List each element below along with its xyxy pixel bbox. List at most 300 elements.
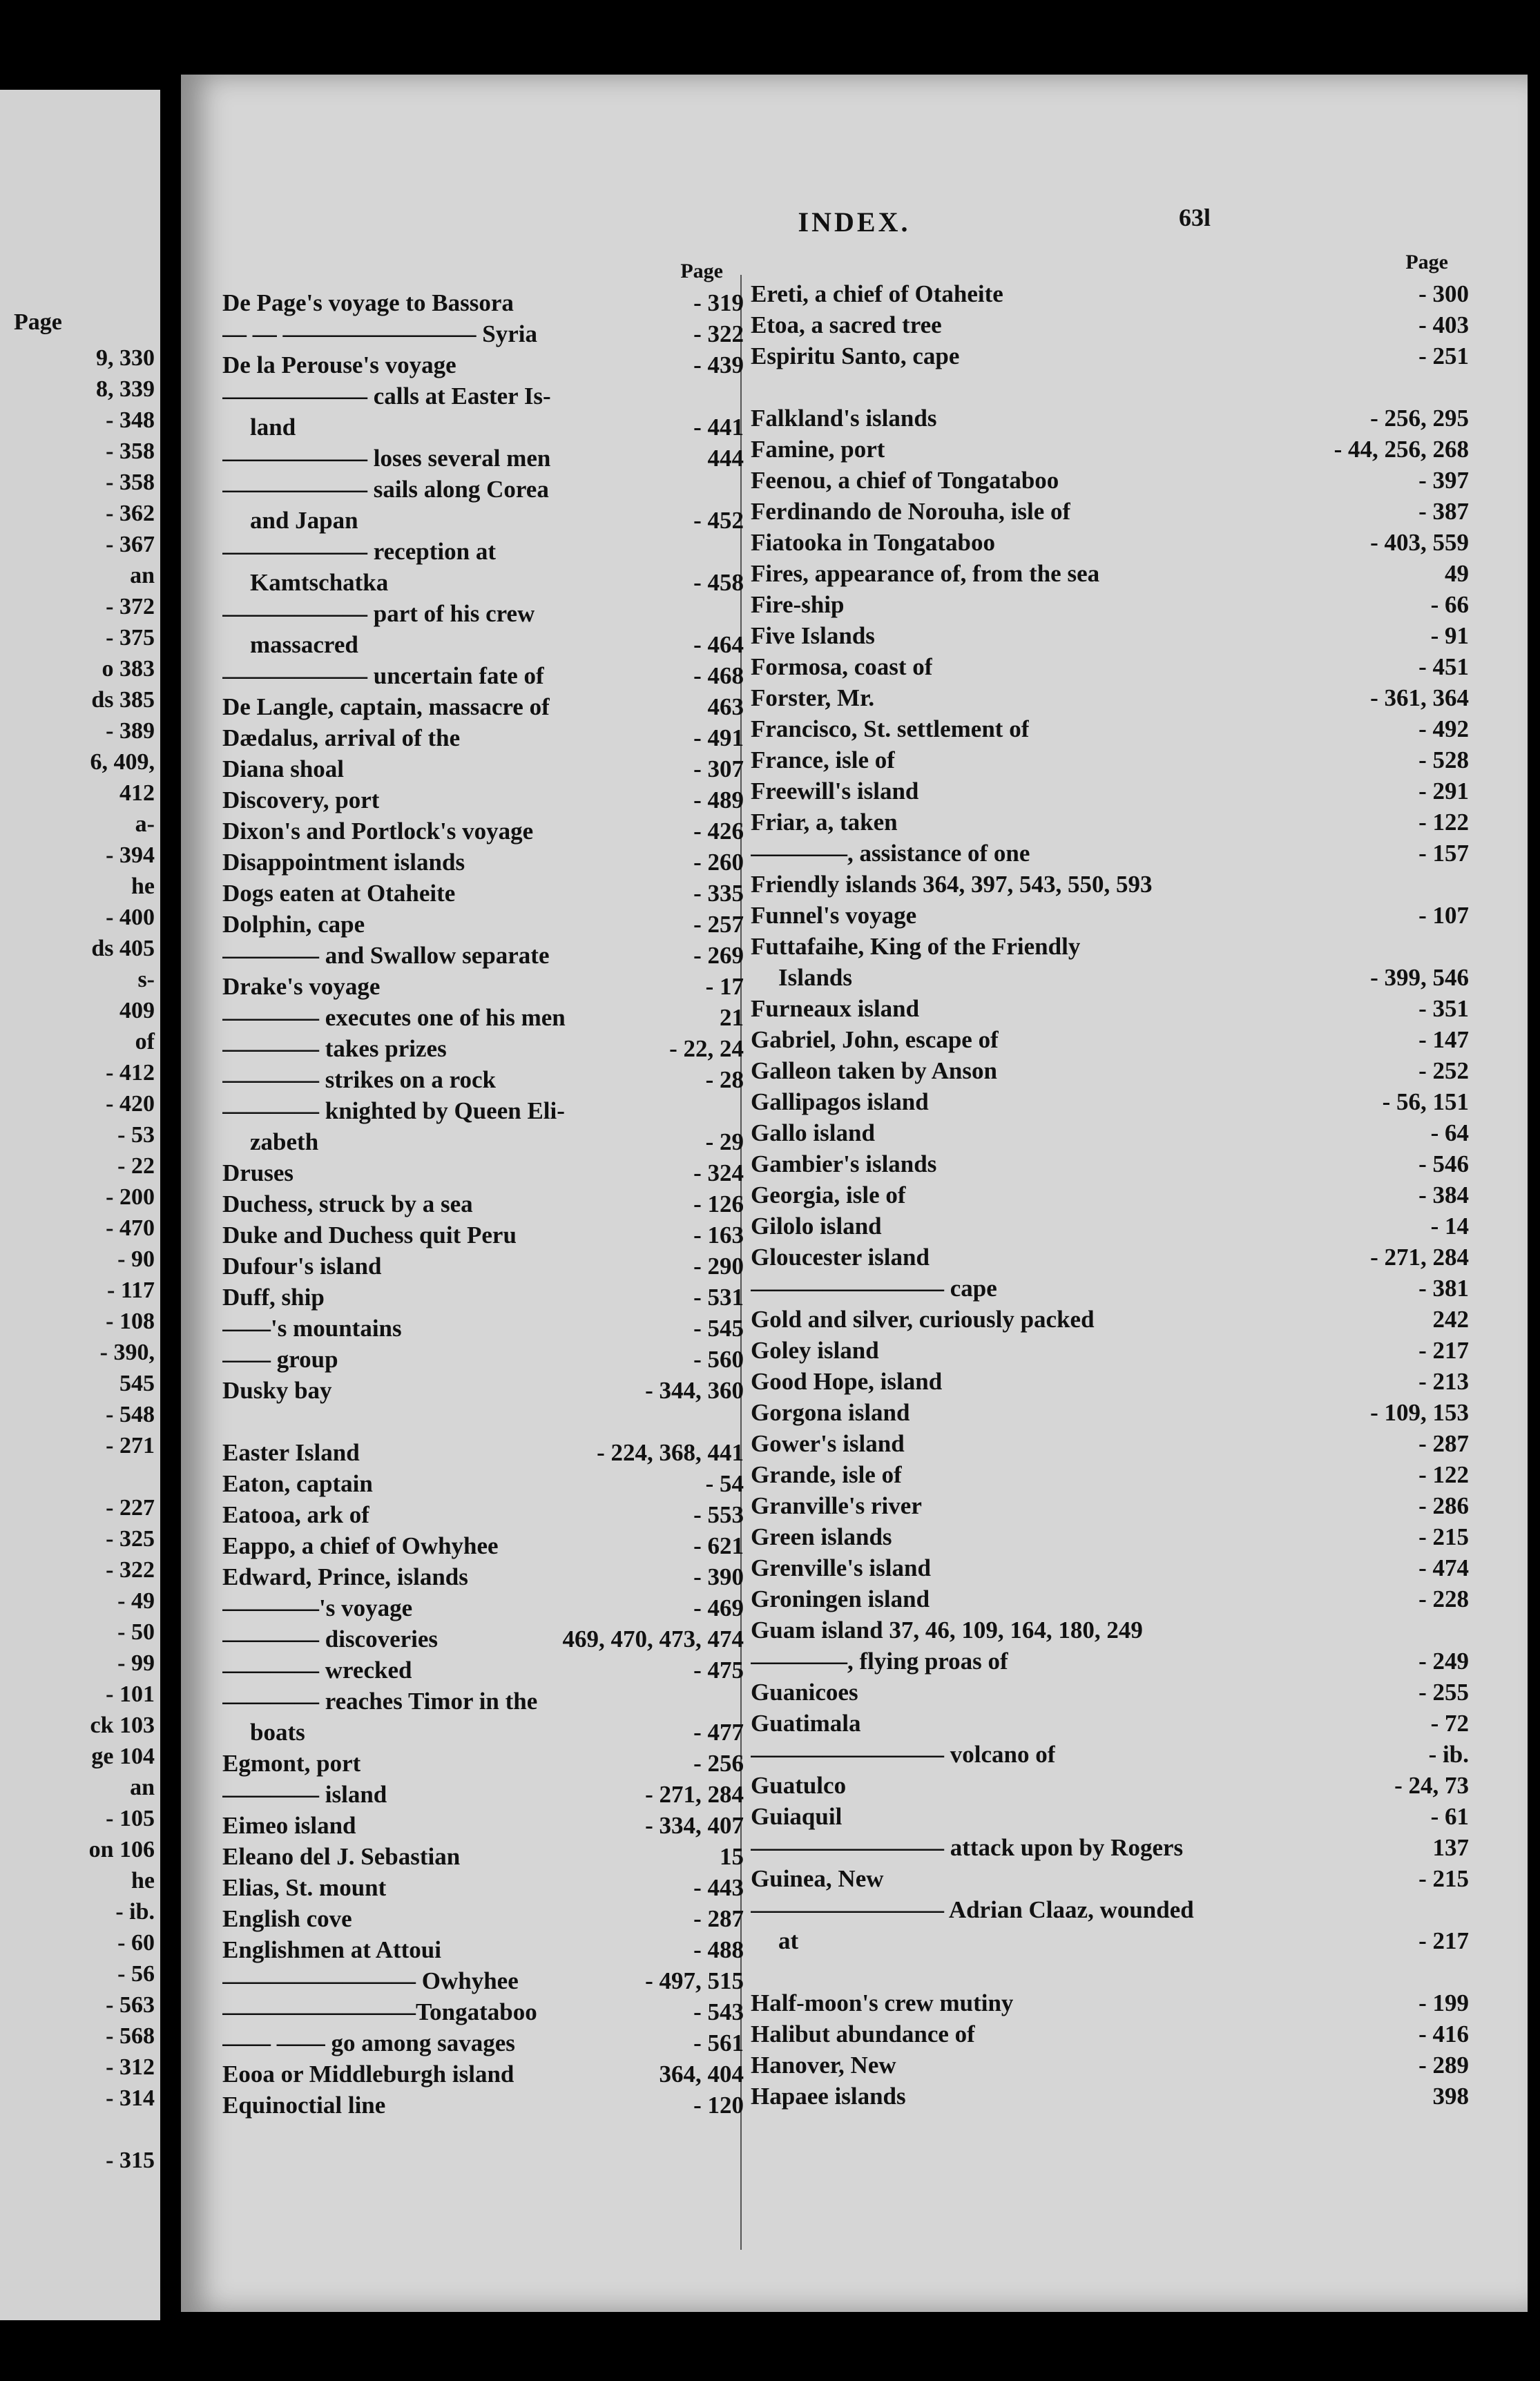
index-pages: 242 xyxy=(1432,1306,1469,1333)
index-term: Guiaquil xyxy=(751,1803,843,1830)
index-entry xyxy=(751,2018,1469,2050)
index-entry xyxy=(222,1095,744,1126)
facing-page-text: - 315 xyxy=(106,2148,155,2173)
index-term: Dædalus, arrival of the xyxy=(222,724,461,751)
index-pages: - 334, 407 xyxy=(645,1812,744,1839)
index-pages: - ib. xyxy=(1428,1741,1469,1768)
facing-page-text: - 312 xyxy=(106,2054,155,2080)
index-pages: - 390 xyxy=(693,1563,744,1590)
index-entry xyxy=(222,1251,744,1282)
index-entry xyxy=(222,1157,744,1188)
facing-page-text: - 367 xyxy=(106,532,155,557)
index-entry xyxy=(222,598,744,629)
index-term: Eleano del J. Sebastian xyxy=(222,1843,461,1870)
index-term: Fires, appearance of, from the sea xyxy=(751,560,1100,587)
index-pages: - 458 xyxy=(693,569,744,596)
index-term: France, isle of xyxy=(751,746,895,773)
index-entry xyxy=(751,1117,1469,1148)
index-pages: 444 xyxy=(707,445,744,472)
index-term: Espiritu Santo, cape xyxy=(751,343,960,369)
index-term: —————— part of his crew xyxy=(222,600,535,627)
facing-page-text: - 389 xyxy=(106,718,155,744)
index-term: Five Islands xyxy=(751,622,875,649)
index-entry xyxy=(751,1428,1469,1459)
facing-page-text: - 322 xyxy=(106,1557,155,1583)
index-entry xyxy=(222,1841,744,1872)
facing-page-text: - 372 xyxy=(106,594,155,619)
facing-page-text: - 568 xyxy=(106,2023,155,2049)
index-entry xyxy=(222,1033,744,1064)
index-term: Francisco, St. settlement of xyxy=(751,715,1030,742)
index-term: Duke and Duchess quit Peru xyxy=(222,1222,517,1249)
index-term: boats xyxy=(250,1719,305,1746)
index-pages: 469, 470, 473, 474 xyxy=(562,1626,744,1652)
index-pages: - 531 xyxy=(693,1284,744,1311)
facing-page-text: - 325 xyxy=(106,1526,155,1552)
index-entry xyxy=(751,1211,1469,1242)
facing-page-text: - 563 xyxy=(106,1992,155,2018)
index-entry xyxy=(222,505,744,536)
index-pages: - 545 xyxy=(693,1315,744,1342)
index-term: Islands xyxy=(778,964,853,991)
index-term: Eappo, a chief of Owhyhee xyxy=(222,1532,499,1559)
index-entry xyxy=(751,1521,1469,1552)
index-entry xyxy=(222,1188,744,1220)
index-term: Duchess, struck by a sea xyxy=(222,1190,473,1217)
facing-page-text: - 400 xyxy=(106,905,155,930)
index-term: Famine, port xyxy=(751,436,885,463)
facing-page-text: - ib. xyxy=(115,1899,155,1925)
index-pages: - 215 xyxy=(1418,1865,1469,1892)
index-term: Dusky bay xyxy=(222,1377,332,1404)
index-pages: - 351 xyxy=(1418,995,1469,1022)
index-term: Formosa, coast of xyxy=(751,653,933,680)
index-entry xyxy=(751,2081,1469,2112)
index-entry xyxy=(222,784,744,816)
index-term: Equinoctial line xyxy=(222,2092,386,2119)
index-term: —————— reception at xyxy=(222,538,496,565)
index-entry xyxy=(751,1459,1469,1490)
index-term: Friendly islands 364, 397, 543, 550, 593 xyxy=(751,871,1153,898)
facing-page-text: - 99 xyxy=(117,1650,155,1676)
index-term: Galleon taken by Anson xyxy=(751,1057,997,1084)
index-term: land xyxy=(250,414,296,441)
index-entry xyxy=(222,2090,744,2121)
index-term: ———————— attack upon by Rogers xyxy=(751,1834,1184,1861)
index-term: Duff, ship xyxy=(222,1284,325,1311)
index-term: Ereti, a chief of Otaheite xyxy=(751,280,1003,307)
index-pages: 137 xyxy=(1432,1834,1469,1861)
index-entry xyxy=(222,1499,744,1530)
facing-page-text: he xyxy=(131,1868,155,1893)
index-term: Groningen island xyxy=(751,1585,930,1612)
facing-page-text: - 117 xyxy=(107,1278,155,1303)
index-entry xyxy=(222,287,744,318)
column-page-header: Page xyxy=(680,260,723,282)
index-pages: - 271, 284 xyxy=(645,1781,744,1808)
index-entry xyxy=(222,1530,744,1561)
facing-page-fragment xyxy=(0,90,160,2320)
facing-page-text: - 390, xyxy=(99,1340,155,1365)
index-pages: - 543 xyxy=(693,1998,744,2025)
facing-page-text: - 375 xyxy=(106,625,155,650)
index-term: Druses xyxy=(222,1159,294,1186)
index-entry xyxy=(222,2059,744,2090)
index-pages: - 289 xyxy=(1418,2052,1469,2079)
index-pages: - 546 xyxy=(1418,1150,1469,1177)
index-entry xyxy=(751,838,1469,869)
index-entry xyxy=(222,1592,744,1623)
index-entry xyxy=(751,496,1469,527)
index-term: ———— island xyxy=(222,1781,387,1808)
index-term: Gallipagos island xyxy=(751,1088,929,1115)
index-entry xyxy=(751,962,1469,993)
index-term: —————— calls at Easter Is- xyxy=(222,383,551,409)
index-pages: - 397 xyxy=(1418,467,1469,494)
facing-page-text: - 470 xyxy=(106,1215,155,1241)
facing-page-text: s- xyxy=(137,967,155,992)
index-term: Guanicoes xyxy=(751,1679,858,1706)
index-term: —— —— go among savages xyxy=(222,2030,515,2056)
index-pages: - 228 xyxy=(1418,1585,1469,1612)
facing-page-text: of xyxy=(135,1029,155,1054)
index-term: Kamtschatka xyxy=(250,569,389,596)
index-entry xyxy=(222,816,744,847)
index-pages: - 443 xyxy=(693,1874,744,1901)
index-entry xyxy=(751,1894,1469,1925)
index-entry xyxy=(751,1708,1469,1739)
index-term: Guatulco xyxy=(751,1772,847,1799)
index-pages: - 29 xyxy=(705,1128,744,1155)
index-pages: - 387 xyxy=(1418,498,1469,525)
index-pages: - 560 xyxy=(693,1346,744,1373)
index-entry xyxy=(222,2027,744,2059)
index-pages: - 319 xyxy=(693,289,744,316)
index-entry xyxy=(222,1126,744,1157)
facing-page-text: 6, 409, xyxy=(90,749,155,775)
index-term: ———— knighted by Queen Eli- xyxy=(222,1097,565,1124)
facing-page-text: - 90 xyxy=(117,1246,155,1272)
index-pages: - 464 xyxy=(693,631,744,658)
index-term: Hapaee islands xyxy=(751,2083,906,2110)
index-term: Elias, St. mount xyxy=(222,1874,387,1901)
index-term: Dogs eaten at Otaheite xyxy=(222,880,456,907)
facing-page-text: - 53 xyxy=(117,1122,155,1148)
index-term: ———————— volcano of xyxy=(751,1741,1056,1768)
index-entry xyxy=(751,1832,1469,1863)
index-entry xyxy=(751,340,1469,372)
index-pages: - 54 xyxy=(705,1470,744,1497)
index-term: Goley island xyxy=(751,1337,879,1364)
index-pages: 463 xyxy=(707,693,744,720)
index-entry xyxy=(222,1561,744,1592)
index-term: Funnel's voyage xyxy=(751,902,917,929)
index-entry xyxy=(751,620,1469,651)
index-pages: - 335 xyxy=(693,880,744,907)
facing-page-text: - 49 xyxy=(117,1588,155,1614)
index-pages: - 286 xyxy=(1418,1492,1469,1519)
index-pages: - 66 xyxy=(1430,591,1469,618)
facing-page-text: o 383 xyxy=(102,656,155,682)
index-pages: - 257 xyxy=(693,911,744,938)
facing-page-text: 412 xyxy=(119,780,155,806)
index-pages: - 199 xyxy=(1418,1989,1469,2016)
index-entry xyxy=(222,753,744,784)
index-term: Gloucester island xyxy=(751,1244,930,1271)
facing-page-text: - 412 xyxy=(106,1060,155,1086)
index-entry xyxy=(751,651,1469,682)
index-term: massacred xyxy=(250,631,358,658)
index-term: ———————— cape xyxy=(751,1275,997,1302)
index-pages: - 492 xyxy=(1418,715,1469,742)
index-pages: - 322 xyxy=(693,320,744,347)
index-entry xyxy=(751,1583,1469,1614)
index-pages: - 477 xyxy=(693,1719,744,1746)
index-term: Guatimala xyxy=(751,1710,861,1737)
index-entry xyxy=(222,1996,744,2027)
index-term: ———————— Owhyhee xyxy=(222,1967,519,1994)
index-entry xyxy=(222,1903,744,1934)
index-entry xyxy=(222,691,744,722)
index-pages: 49 xyxy=(1445,560,1469,587)
index-entry xyxy=(222,1437,744,1468)
index-term: Englishmen at Attoui xyxy=(222,1936,441,1963)
facing-page-text: - 50 xyxy=(117,1619,155,1645)
index-term: Furneaux island xyxy=(751,995,920,1022)
index-pages: - 109, 153 xyxy=(1370,1399,1469,1426)
facing-page-text: - 358 xyxy=(106,438,155,464)
index-entry xyxy=(222,1965,744,1996)
index-entry xyxy=(222,1934,744,1965)
facing-page-text: - 348 xyxy=(106,407,155,433)
index-term: Good Hope, island xyxy=(751,1368,943,1395)
facing-page-text: 9, 330 xyxy=(96,345,155,371)
index-entry xyxy=(222,1623,744,1655)
index-entry xyxy=(222,878,744,909)
index-term: Eimeo island xyxy=(222,1812,356,1839)
index-entry xyxy=(751,1242,1469,1273)
facing-page-text: 409 xyxy=(119,998,155,1023)
index-entry xyxy=(751,931,1469,962)
index-term: Drake's voyage xyxy=(222,973,381,1000)
index-pages: - 497, 515 xyxy=(645,1967,744,1994)
index-pages: - 384 xyxy=(1418,1182,1469,1208)
index-pages: - 251 xyxy=(1418,343,1469,369)
index-pages: - 344, 360 xyxy=(645,1377,744,1404)
index-term: Half-moon's crew mutiny xyxy=(751,1989,1014,2016)
index-term: ————, assistance of one xyxy=(751,840,1030,867)
index-entry xyxy=(751,1739,1469,1770)
index-pages: - 217 xyxy=(1418,1927,1469,1954)
index-entry xyxy=(222,1748,744,1779)
facing-page-text: - 56 xyxy=(117,1961,155,1987)
facing-page-text: - 227 xyxy=(106,1495,155,1521)
index-entry xyxy=(751,1490,1469,1521)
facing-page-text: - 394 xyxy=(106,842,155,868)
index-entry xyxy=(222,722,744,753)
index-pages: - 287 xyxy=(693,1905,744,1932)
index-entry xyxy=(222,380,744,412)
index-term: Fire-ship xyxy=(751,591,845,618)
index-entry xyxy=(751,1397,1469,1428)
index-pages: - 287 xyxy=(1418,1430,1469,1457)
index-entry xyxy=(751,434,1469,465)
index-pages: - 107 xyxy=(1418,902,1469,929)
index-pages: - 14 xyxy=(1430,1213,1469,1240)
index-entry xyxy=(751,1366,1469,1397)
index-term: Freewill's island xyxy=(751,778,919,804)
index-entry xyxy=(751,1335,1469,1366)
index-term: Gorgona island xyxy=(751,1399,910,1426)
index-term: —————— uncertain fate of xyxy=(222,662,544,689)
index-term: Grande, isle of xyxy=(751,1461,902,1488)
index-term: Etoa, a sacred tree xyxy=(751,311,942,338)
index-term: English cove xyxy=(222,1905,352,1932)
index-entry xyxy=(222,1872,744,1903)
index-entry xyxy=(751,589,1469,620)
index-term: Dolphin, cape xyxy=(222,911,365,938)
index-pages: - 215 xyxy=(1418,1523,1469,1550)
index-term: Eooa or Middleburgh island xyxy=(222,2061,514,2088)
index-entry xyxy=(751,1987,1469,2018)
index-term: Friar, a, taken xyxy=(751,809,898,836)
index-entry xyxy=(751,1148,1469,1179)
index-entry xyxy=(222,1468,744,1499)
index-term: Discovery, port xyxy=(222,787,380,813)
index-entry xyxy=(222,443,744,474)
index-entry xyxy=(222,629,744,660)
index-entry xyxy=(751,1273,1469,1304)
index-pages: - 307 xyxy=(693,755,744,782)
index-pages: - 469 xyxy=(693,1594,744,1621)
index-term: Granville's river xyxy=(751,1492,922,1519)
index-entry xyxy=(751,1024,1469,1055)
index-entry xyxy=(222,1810,744,1841)
index-entry xyxy=(751,1552,1469,1583)
index-pages: - 224, 368, 441 xyxy=(597,1439,744,1466)
column-page-header: Page xyxy=(1405,251,1448,273)
index-entry xyxy=(751,900,1469,931)
index-pages: - 290 xyxy=(693,1253,744,1280)
index-entry xyxy=(222,847,744,878)
index-column-right xyxy=(751,251,1469,2112)
index-entry xyxy=(751,278,1469,309)
index-pages: - 120 xyxy=(693,2092,744,2119)
index-pages: - 452 xyxy=(693,507,744,534)
index-pages: - 426 xyxy=(693,818,744,845)
facing-page-text: ge 104 xyxy=(91,1744,155,1769)
index-term: Disappointment islands xyxy=(222,849,465,876)
index-entry xyxy=(222,349,744,380)
index-entry xyxy=(222,1779,744,1810)
index-term: Ferdinando de Norouha, isle of xyxy=(751,498,1071,525)
index-entry xyxy=(222,1002,744,1033)
facing-page-text: a- xyxy=(135,811,155,837)
index-term: Grenville's island xyxy=(751,1554,931,1581)
index-pages: - 56, 151 xyxy=(1382,1088,1469,1115)
index-pages: - 553 xyxy=(693,1501,744,1528)
index-pages: - 147 xyxy=(1418,1026,1469,1053)
index-pages: - 22, 24 xyxy=(669,1035,744,1062)
index-entry xyxy=(222,1686,744,1717)
index-pages: - 17 xyxy=(705,973,744,1000)
index-entry xyxy=(751,1863,1469,1894)
index-pages: - 72 xyxy=(1430,1710,1469,1737)
index-term: —————— sails along Corea xyxy=(222,476,549,503)
index-pages: - 324 xyxy=(693,1159,744,1186)
index-entry xyxy=(751,1646,1469,1677)
index-entry xyxy=(222,536,744,567)
index-entry xyxy=(222,567,744,598)
index-pages: - 475 xyxy=(693,1657,744,1684)
facing-page-text: 8, 339 xyxy=(96,376,155,402)
facing-page-text: - 108 xyxy=(106,1309,155,1334)
index-pages: - 416 xyxy=(1418,2021,1469,2047)
index-pages: - 24, 73 xyxy=(1394,1772,1469,1799)
index-entry xyxy=(751,527,1469,558)
index-term: ————'s voyage xyxy=(222,1594,413,1621)
index-term: Gallo island xyxy=(751,1119,875,1146)
index-pages: - 491 xyxy=(693,724,744,751)
facing-page-text: - 362 xyxy=(106,501,155,526)
facing-page-text: ck 103 xyxy=(90,1713,155,1738)
facing-page-text: ds 385 xyxy=(91,687,155,713)
index-term: —————— loses several men xyxy=(222,445,551,472)
index-term: ———— strikes on a rock xyxy=(222,1066,497,1093)
index-term: ———— executes one of his men xyxy=(222,1004,566,1031)
index-pages: - 291 xyxy=(1418,778,1469,804)
index-term: ———— reaches Timor in the xyxy=(222,1688,538,1715)
index-term: Gilolo island xyxy=(751,1213,882,1240)
index-pages: - 122 xyxy=(1418,1461,1469,1488)
index-term: Eatooa, ark of xyxy=(222,1501,369,1528)
index-term: and Japan xyxy=(250,507,358,534)
index-term: Guinea, New xyxy=(751,1865,884,1892)
index-term: ——'s mountains xyxy=(222,1315,402,1342)
index-entry xyxy=(222,971,744,1002)
index-term: Gambier's islands xyxy=(751,1150,937,1177)
index-entry xyxy=(222,1220,744,1251)
index-term: Gabriel, John, escape of xyxy=(751,1026,999,1053)
index-term: Eaton, captain xyxy=(222,1470,373,1497)
index-entry xyxy=(751,1055,1469,1086)
index-entry xyxy=(222,412,744,443)
index-entry xyxy=(751,993,1469,1024)
index-entry xyxy=(751,1925,1469,1956)
facing-page-text: - 314 xyxy=(106,2085,155,2111)
index-term: Dixon's and Portlock's voyage xyxy=(222,818,534,845)
index-entry xyxy=(222,660,744,691)
index-entry xyxy=(751,309,1469,340)
index-term: ———— and Swallow separate xyxy=(222,942,550,969)
index-entry xyxy=(751,558,1469,589)
facing-page-text: - 60 xyxy=(117,1930,155,1956)
index-entry xyxy=(222,1655,744,1686)
index-term: ———— discoveries xyxy=(222,1626,439,1652)
index-pages: - 403, 559 xyxy=(1370,529,1469,556)
index-entry xyxy=(751,1614,1469,1646)
index-pages: - 61 xyxy=(1430,1803,1469,1830)
index-entry xyxy=(222,318,744,349)
facing-page-text: ds 405 xyxy=(91,936,155,961)
facing-page-header: Page xyxy=(14,309,62,335)
index-term: De Page's voyage to Bassora xyxy=(222,289,514,316)
index-pages: - 44, 256, 268 xyxy=(1334,436,1469,463)
index-pages: - 260 xyxy=(693,849,744,876)
index-entry xyxy=(751,682,1469,713)
index-entry xyxy=(751,2050,1469,2081)
index-pages: - 126 xyxy=(693,1190,744,1217)
